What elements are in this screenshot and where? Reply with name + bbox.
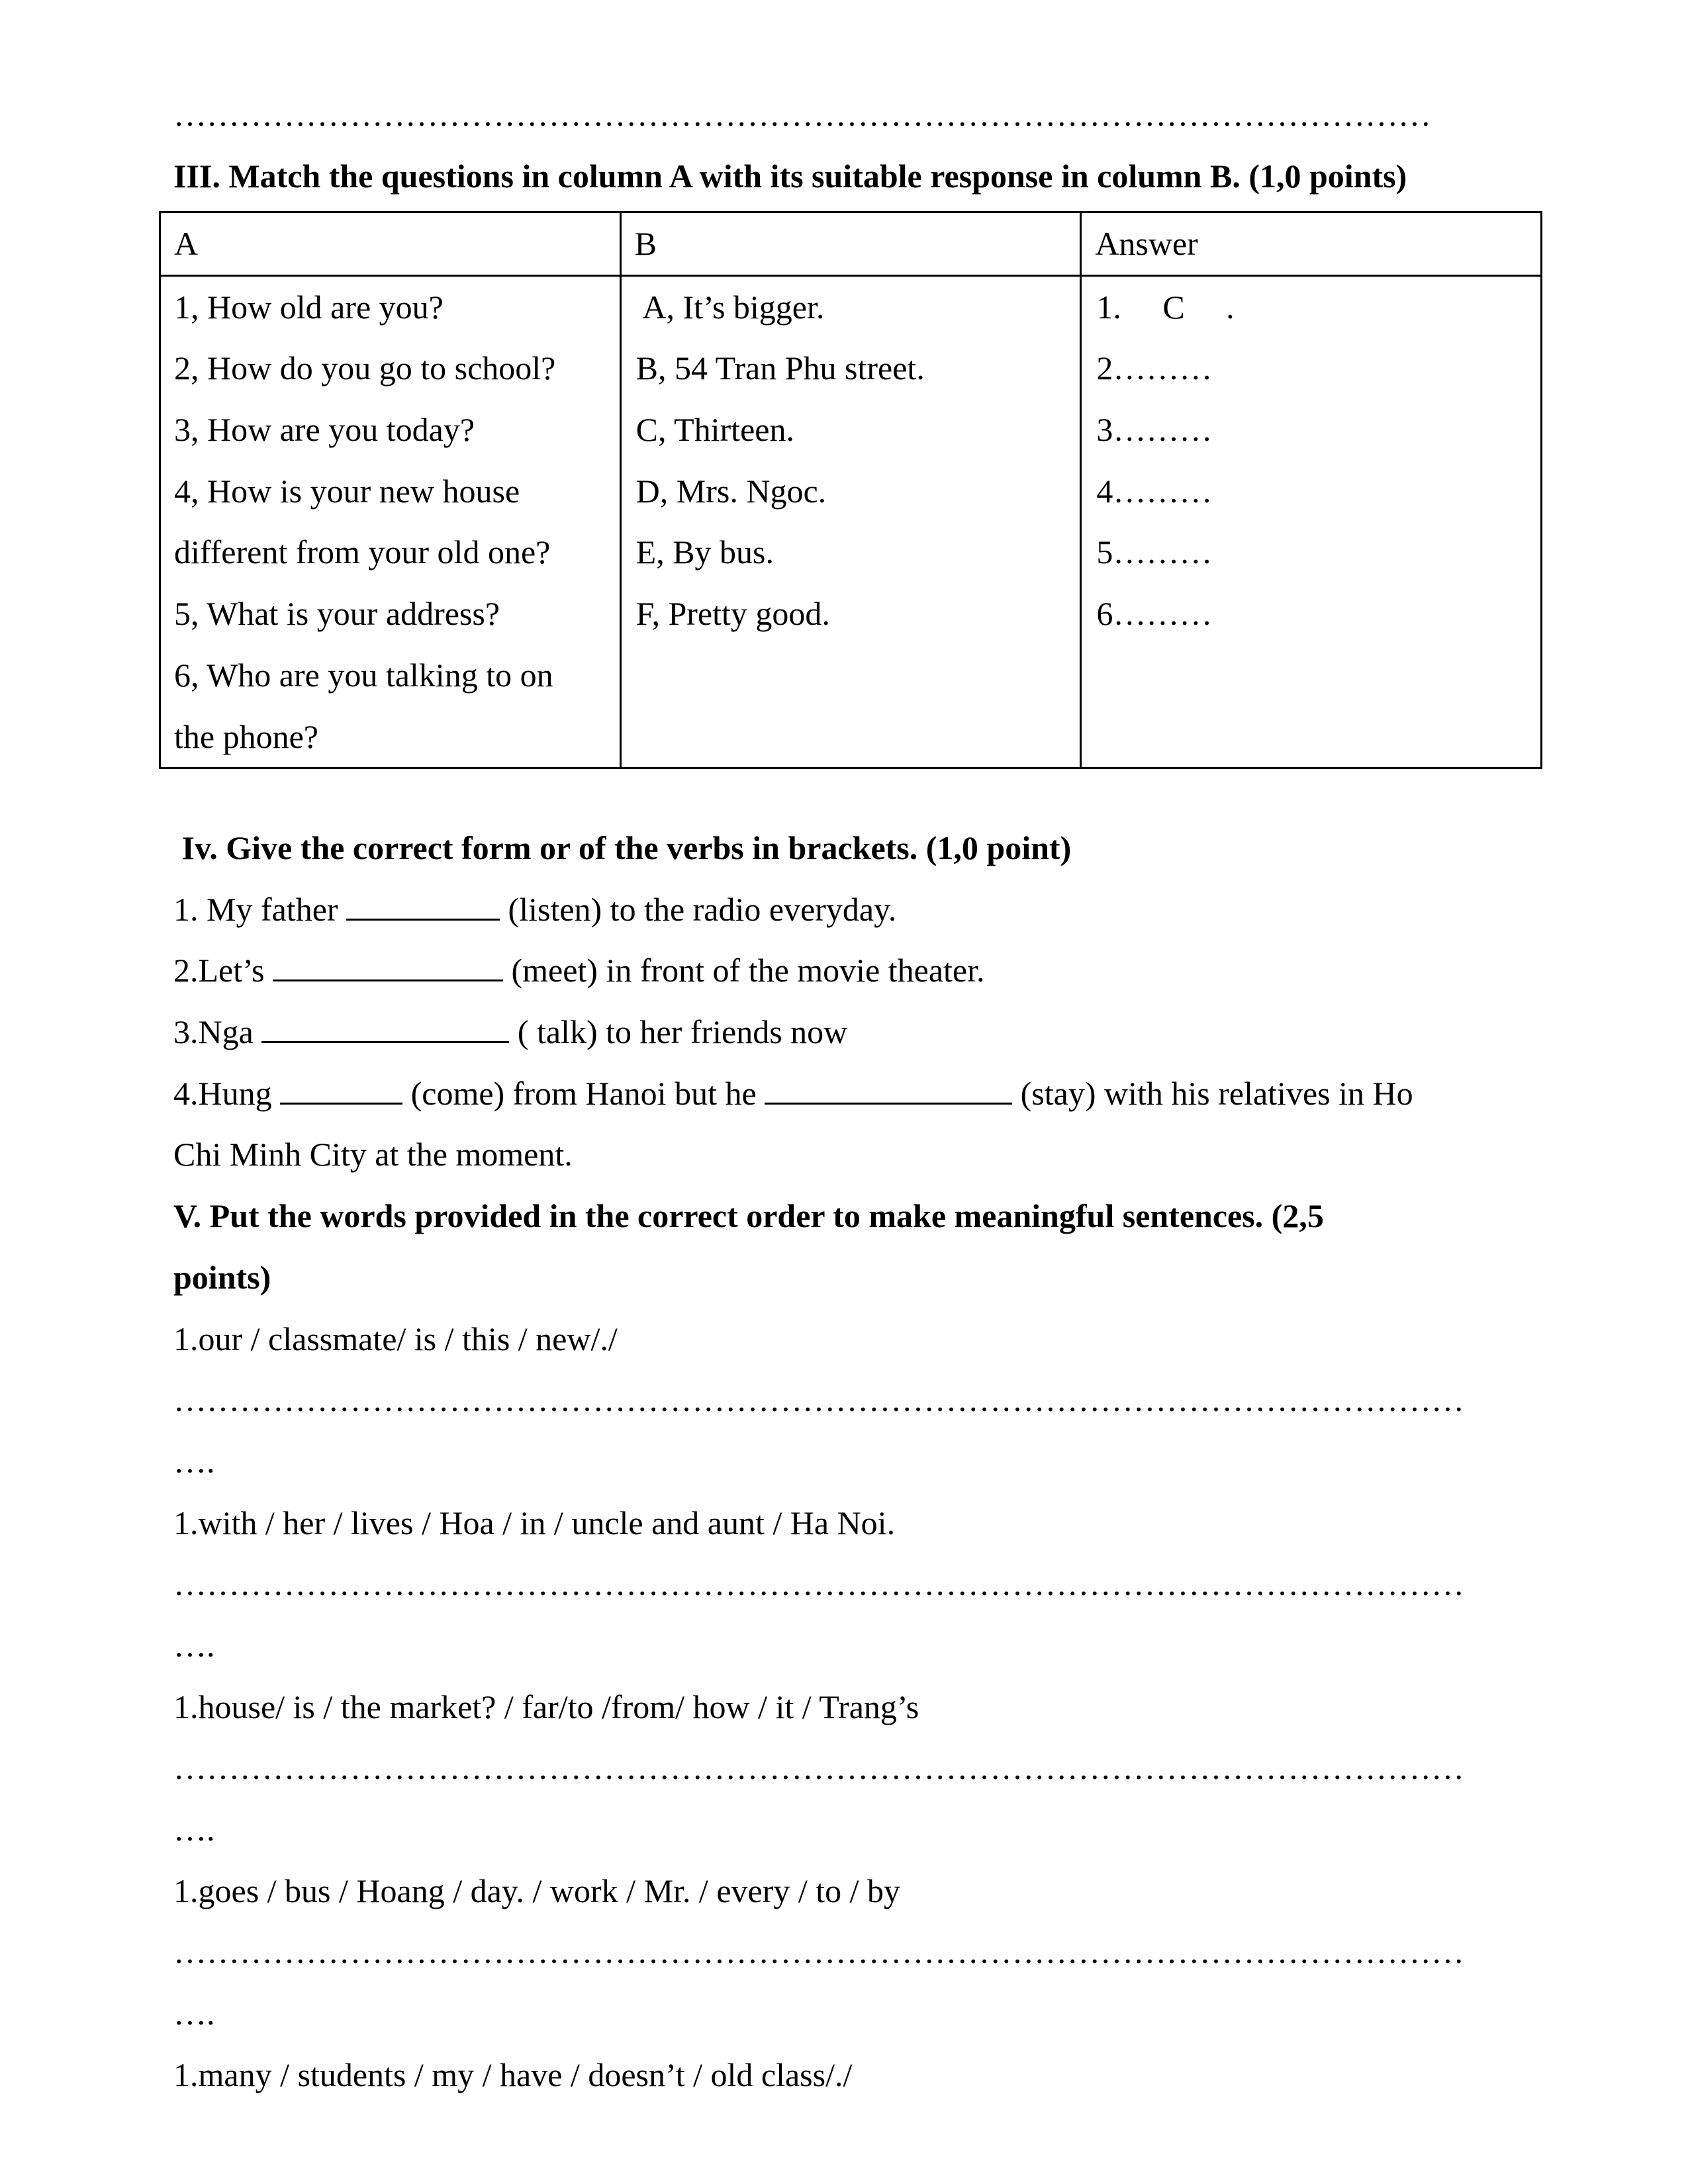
table-row bbox=[160, 275, 1542, 768]
section-5-title: V. Put the words provided in the correct order to make meaningful sentences. (2,5 bbox=[173, 1197, 1324, 1235]
header-answer: Answer bbox=[1081, 212, 1542, 276]
header-b: B bbox=[620, 212, 1081, 276]
response-line: C, Thirteen. bbox=[635, 411, 794, 449]
table-header-row bbox=[160, 212, 1542, 276]
sections-4-5 bbox=[173, 817, 1544, 2105]
answer-dotted-tail: …. bbox=[173, 1442, 215, 1480]
response-line: D, Mrs. Ngoc. bbox=[635, 472, 827, 510]
item-text: 4.Hung bbox=[173, 1074, 281, 1112]
blank-field[interactable] bbox=[273, 953, 503, 981]
item-text: (meet) in front of the movie theater. bbox=[502, 952, 985, 989]
question-line: 2, How do you go to school? bbox=[174, 349, 556, 387]
item-text: (stay) with his relatives in Ho bbox=[1012, 1074, 1413, 1112]
answer-dotted-tail: …. bbox=[173, 1626, 215, 1664]
question-line: 5, What is your address? bbox=[174, 595, 500, 633]
reorder-item-2: 1.with / her / lives / Hoa / in / uncle and aunt / Ha Noi. bbox=[173, 1504, 896, 1541]
reorder-item-1: 1.our / classmate/ is / this / new/./ bbox=[173, 1320, 618, 1357]
answer-dotted-line[interactable]: ……………………………………………………………………………………………………… bbox=[173, 1565, 1464, 1603]
blank-field[interactable] bbox=[280, 1076, 402, 1105]
item-text: (come) from Hanoi but he bbox=[402, 1074, 765, 1112]
question-line: the phone? bbox=[174, 717, 318, 755]
reorder-item-5: 1.many / students / my / have / doesn’t / old class/./ bbox=[173, 2056, 853, 2093]
reorder-item-4: 1.goes / bus / Hoang / day. / work / Mr. / every / to / by bbox=[173, 1872, 901, 1909]
verb-item-3 bbox=[173, 1001, 1544, 1063]
verb-item-4 bbox=[173, 1063, 1544, 1124]
response-line: B, 54 Tran Phu street. bbox=[635, 349, 925, 387]
reorder-item-3: 1.house/ is / the market? / far/to /from/ how / it / Trang’s bbox=[173, 1688, 919, 1725]
verb-item-4-continuation: Chi Minh City at the moment. bbox=[173, 1136, 573, 1173]
question-line: 6, Who are you talking to on bbox=[174, 656, 553, 694]
matching-table bbox=[159, 211, 1542, 769]
answer-dotted-line[interactable]: ……………………………………………………………………………………………………… bbox=[173, 1381, 1464, 1419]
answer-dotted-line[interactable]: ……………………………………………………………………………………………………… bbox=[173, 1749, 1464, 1787]
blank-field[interactable] bbox=[261, 1015, 509, 1043]
answer-line[interactable]: 2……… bbox=[1096, 349, 1213, 387]
answer-column bbox=[1081, 275, 1542, 768]
question-line: 3, How are you today? bbox=[174, 411, 475, 449]
item-text: 2.Let’s bbox=[173, 952, 273, 989]
header-a: A bbox=[160, 212, 621, 276]
answer-line[interactable]: 3……… bbox=[1096, 411, 1213, 449]
response-line: A, It’s bigger. bbox=[635, 288, 825, 326]
top-section bbox=[173, 84, 1544, 206]
answer-dotted-line[interactable]: ……………………………………………………………………………………………………… bbox=[173, 1933, 1464, 1971]
item-text: (listen) to the radio everyday. bbox=[500, 890, 897, 928]
answer-line[interactable]: 1. C . bbox=[1096, 288, 1235, 326]
item-text: ( talk) to her friends now bbox=[509, 1013, 848, 1051]
answer-dotted-tail: …. bbox=[173, 1811, 215, 1848]
answer-dotted-tail: …. bbox=[173, 1995, 215, 2032]
answer-line[interactable]: 6……… bbox=[1096, 595, 1213, 633]
question-line: 4, How is your new house bbox=[174, 472, 520, 510]
verb-item-1 bbox=[173, 879, 1544, 940]
section-4-title: Iv. Give the correct form or of the verbs in brackets. (1,0 point) bbox=[173, 829, 1072, 866]
column-a-questions bbox=[160, 275, 621, 768]
response-line: F, Pretty good. bbox=[635, 595, 830, 633]
verb-item-2 bbox=[173, 940, 1544, 1001]
item-text: 3.Nga bbox=[173, 1013, 262, 1051]
question-line: different from your old one? bbox=[174, 533, 551, 571]
section-3-title: III. Match the questions in column A with its suitable response in column B. (1,0 points) bbox=[173, 157, 1407, 195]
column-b-responses bbox=[620, 275, 1081, 768]
response-line: E, By bus. bbox=[635, 533, 774, 571]
answer-line[interactable]: 5……… bbox=[1096, 533, 1213, 571]
answer-dotted-line: …………………………………………………………………………………………………… bbox=[173, 96, 1431, 133]
blank-field[interactable] bbox=[346, 892, 500, 921]
item-text: 1. My father bbox=[173, 890, 347, 928]
answer-line[interactable]: 4……… bbox=[1096, 472, 1213, 510]
question-line: 1, How old are you? bbox=[174, 288, 444, 326]
blank-field[interactable] bbox=[765, 1076, 1012, 1105]
section-5-title-cont: points) bbox=[173, 1258, 271, 1296]
